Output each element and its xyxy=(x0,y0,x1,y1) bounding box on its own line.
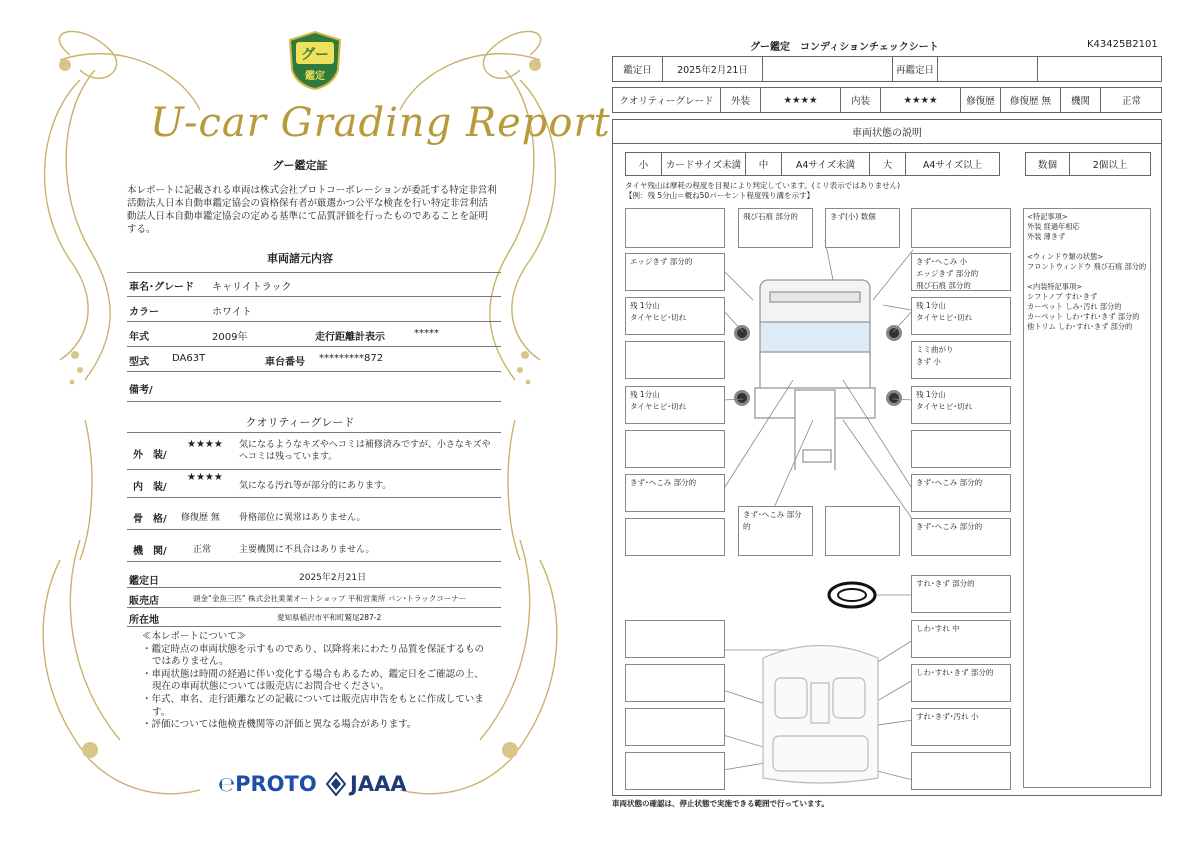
box-tire-rr: 残 1分山 タイヤヒビ･切れ xyxy=(911,386,1011,424)
remarks-row xyxy=(127,378,501,402)
interior-text: 気になる汚れ等が部分的にあります。 xyxy=(239,481,392,491)
report-notes xyxy=(140,631,490,732)
reassess-label: 再鑑定日 xyxy=(893,57,938,81)
divider xyxy=(127,270,501,273)
frame-value: 修復歴 無 xyxy=(181,513,220,523)
vehicle-name-value: キャリイトラック xyxy=(212,282,292,293)
sheet-footer: 車両状態の確認は、停止状態で実施できる範囲で行っています。 xyxy=(612,799,829,808)
box-tire-rl: 残 1分山 タイヤヒビ･切れ xyxy=(625,386,725,424)
engine-value: 正常 xyxy=(1121,96,1141,107)
note-item: ・評価については他検査機関等の評価と異なる場合があります。 xyxy=(142,719,417,731)
address-label: 所在地 xyxy=(129,615,159,626)
box-front-right-blank xyxy=(911,208,1011,248)
quality-heading: クオリティーグレード xyxy=(245,416,355,429)
jaaa-emblem-icon xyxy=(326,772,346,796)
date-label: 鑑定日 xyxy=(613,57,663,81)
condition-check-sheet xyxy=(600,0,1200,848)
certificate-heading: グー鑑定証 xyxy=(272,159,328,172)
box-edge-left: エッジきず 部分的 xyxy=(625,253,725,291)
proto-logo: ℮PROTO xyxy=(218,772,317,796)
legend-small-desc: カードサイズ未満 xyxy=(662,153,746,175)
vehicle-name-row xyxy=(127,275,501,297)
model-value: DA63T xyxy=(172,353,206,364)
grade-label: クオリティーグレード xyxy=(613,88,721,112)
exterior-stars: ★★★★ xyxy=(187,439,223,450)
color-value: ホワイト xyxy=(212,307,252,318)
exterior-row xyxy=(127,436,501,470)
date-value: 2025年2月21日 xyxy=(663,57,763,81)
box-int3: すれ･きず･汚れ 小 xyxy=(911,708,1011,746)
mileage-value: ***** xyxy=(414,328,439,339)
box-int2: しわ･すれ･きず 部分的 xyxy=(911,664,1011,702)
tire-note: タイヤ残山は摩耗の程度を目視により判定しています。(ミリ表示ではありません) xyxy=(625,181,901,190)
engine-label: 機 関/ xyxy=(133,546,167,557)
engine-value: 正常 xyxy=(193,545,212,555)
tire-example: 【例：残 5分山＝概ね50パーセント程度残り溝を示す】 xyxy=(625,191,815,200)
spec-heading: 車両諸元内容 xyxy=(267,252,333,265)
special-notes: <特記事項> 外装 経過年相応 外装 薄きず <ウィンドウ類の状態> フロントウィンドウ 飛び石痕 部分的 <内装特記事項> シフトノブ すれ･きず カーペット しみ･汚れ 部分的 カーペット しわ･すれ･きず 部分的 他トリム しわ･すれ･きず 部分的 xyxy=(1023,208,1151,788)
legend-large-desc: A4サイズ以上 xyxy=(922,160,983,171)
interior-stars: ★★★★ xyxy=(187,472,223,483)
frame-label: 骨 格/ xyxy=(133,514,167,525)
box-int-left-blank xyxy=(625,708,725,746)
year-row xyxy=(127,325,501,347)
engine-label: 機関 xyxy=(1061,88,1101,112)
legend-medium-desc: A4サイズ未満 xyxy=(782,153,870,175)
color-row xyxy=(127,300,501,322)
notes-title: ≪本レポートについて≫ xyxy=(142,631,247,642)
assessment-date-row xyxy=(612,56,1162,82)
engine-text: 主要機関に不具合はありません。 xyxy=(239,545,375,555)
box-int-right-blank xyxy=(911,752,1011,790)
steering-wheel-icon xyxy=(827,580,877,610)
count-label: 数個 xyxy=(1026,153,1070,175)
state-heading: 車両状態の説明 xyxy=(613,120,1161,144)
dealer-row xyxy=(127,589,501,608)
mileage-label: 走行距離計表示 xyxy=(315,332,385,343)
repair-value: 修復歴 無 xyxy=(1001,88,1061,112)
reassess-value xyxy=(938,57,1038,81)
report-script-title: U-car Grading Report xyxy=(150,100,611,146)
note-item: ・年式、車名、走行距離などの記載については販売店申告をもとに作成しています。 xyxy=(142,693,484,718)
box-tire-fr: 残 1分山 タイヤヒビ･切れ xyxy=(911,297,1011,335)
vehicle-state-panel xyxy=(612,119,1162,796)
box-dent-left: きず･へこみ 部分的 xyxy=(625,474,725,512)
box-front-top-mid: 飛び石痕 部分的 xyxy=(738,208,813,248)
remarks-label: 備考/ xyxy=(129,385,153,396)
interior-diagram xyxy=(753,638,888,788)
box-left-blank xyxy=(625,430,725,468)
legend-small: 小 xyxy=(626,153,662,175)
exterior-text: 気になるようなキズやヘコミは補修済みですが、小さなキズやヘコミは残っています。 xyxy=(239,440,491,462)
box-right-front: きず･へこみ 小 エッジきず 部分的 飛び石痕 部分的 xyxy=(911,253,1011,291)
frame-text: 骨格部位に異常はありません。 xyxy=(239,513,366,523)
model-label: 型式 xyxy=(129,357,149,368)
date-row xyxy=(127,568,501,588)
box-mirror-right: ミミ曲がり きず 小 xyxy=(911,341,1011,379)
address-value: 愛知県稲沢市平和町鷲尾287-2 xyxy=(277,613,382,622)
date-blank xyxy=(763,57,893,81)
sheet-title: グー鑑定 コンディションチェックシート xyxy=(750,42,939,53)
box-left-blank xyxy=(625,341,725,379)
interior-label: 内 装/ xyxy=(133,482,167,493)
box-int-left-blank xyxy=(625,752,725,790)
svg-text:グー: グー xyxy=(301,47,329,63)
model-row xyxy=(127,350,501,372)
int-stars: ★★★★ xyxy=(881,88,961,112)
box-bottom-blank xyxy=(825,506,900,556)
interior-row xyxy=(127,472,501,498)
note-item: ・鑑定時点の車両状態を示すものであり、以降将来にわたり品質を保証するものではありません。 xyxy=(142,643,485,668)
divider xyxy=(127,430,501,433)
box-steering: すれ･きず 部分的 xyxy=(911,575,1011,613)
exterior-label: 外 装/ xyxy=(133,450,167,461)
ext-label: 外装 xyxy=(721,88,761,112)
box-tire-fl: 残 1分山 タイヤヒビ･切れ xyxy=(625,297,725,335)
count-value: 2個以上 xyxy=(1092,160,1128,171)
box-int-left-blank xyxy=(625,664,725,702)
year-label: 年式 xyxy=(129,332,149,343)
dealer-value: 頭金“金魚三匹” 株式会社業業オートショップ 平和営業所 バン･トラックコーナー xyxy=(193,594,467,603)
report-id: K43425B2101 xyxy=(1087,39,1158,50)
goo-badge-logo xyxy=(288,30,342,90)
box-dent-bottom: きず･へこみ 部分的 xyxy=(738,506,813,556)
note-item: ・車両状態は時間の経過に伴い変化する場合もあるため、鑑定日をご確認の上、現在の車両状態については販売店にお問合せください。 xyxy=(142,668,484,693)
box-int-left-blank xyxy=(625,620,725,658)
chassis-label: 車台番号 xyxy=(265,357,305,368)
box-front-left-blank xyxy=(625,208,725,248)
jaaa-logo: JAAA xyxy=(350,772,407,796)
box-int1: しわ･すれ 中 xyxy=(911,620,1011,658)
legend-large: 大 xyxy=(870,153,906,175)
ext-stars: ★★★★ xyxy=(761,88,841,112)
box-dent-right: きず･へこみ 部分的 xyxy=(911,474,1011,512)
dealer-label: 販売店 xyxy=(129,596,159,607)
year-value: 2009年 xyxy=(212,332,248,343)
box-dent-right2: きず･へこみ 部分的 xyxy=(911,518,1011,556)
date-label: 鑑定日 xyxy=(129,576,159,587)
legend-medium: 中 xyxy=(746,153,782,175)
box-front-top-right: きず(小) 数個 xyxy=(825,208,900,248)
address-row xyxy=(127,608,501,627)
svg-text:鑑定: 鑑定 xyxy=(305,71,325,82)
frame-row xyxy=(127,504,501,530)
box-left-blank xyxy=(625,518,725,556)
engine-row xyxy=(127,536,501,562)
chassis-value: *********872 xyxy=(319,353,384,364)
color-label: カラー xyxy=(129,307,159,318)
count-legend xyxy=(1025,152,1151,176)
certificate-intro: 本レポートに記載される車両は株式会社プロトコーポレーションが委託する特定非営利活動法人日本自動車鑑定協会の資格保有者が厳選かつ公平な検査を行い特定非営利活動法人日本自動車鑑定協会の定める基準にて品質評価を行ったものであることを証明する。 xyxy=(127,185,497,235)
repair-label: 修復歴 xyxy=(961,88,1001,112)
vehicle-name-label: 車名･グレード xyxy=(129,282,194,293)
quality-grade-row xyxy=(612,87,1162,113)
date-value: 2025年2月21日 xyxy=(299,573,367,583)
box-right-blank xyxy=(911,430,1011,468)
int-label: 内装 xyxy=(841,88,881,112)
